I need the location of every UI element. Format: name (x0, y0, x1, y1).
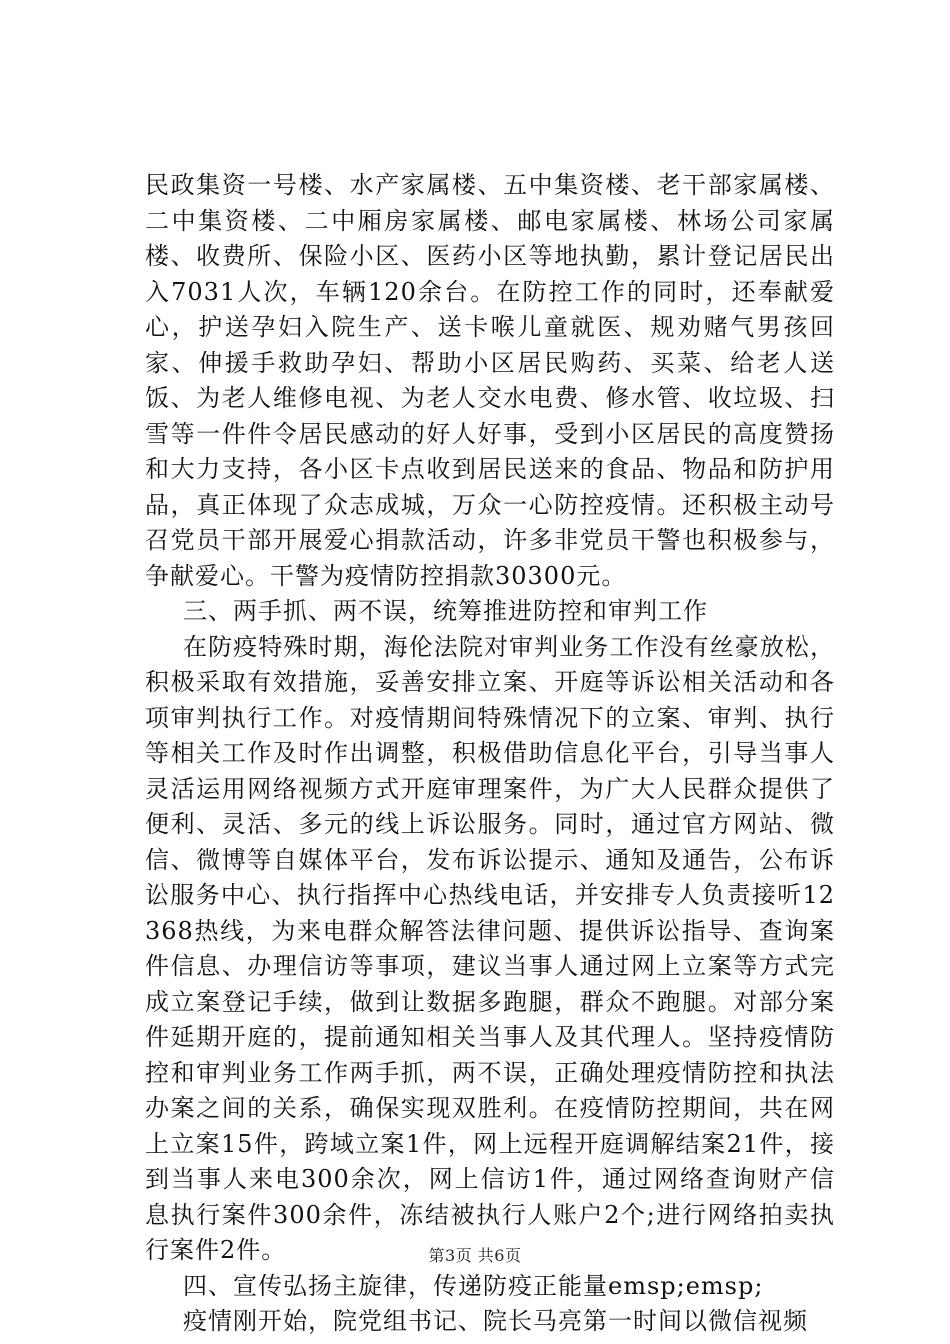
paragraph-publicity: 疫情刚开始，院党组书记、院长马亮第一时间以微信视频 (183, 1307, 808, 1335)
page-footer: 第3页 共6页 (428, 1246, 522, 1265)
paragraph-volunteer-duty: 民政集资一号楼、水产家属楼、五中集资楼、老干部家属楼、二中集资楼、二中厢房家属楼、邮电家属楼、林场公司家属楼、收费所、保险小区、医药小区等地执勤，累计登记居民出入7031人次，车辆120余台。在防控工作的同时，还奉献爱心，护送孕妇入院生产、送卡喉儿童就医、规劝赌气男孩回家、伸援手救助孕妇、帮助小区居民购药、买菜、给老人送饭、为老人维修电视、为老人交水电费、修水管、收垃圾、扫雪等一件件令居民感动的好人好事，受到小区居民的高度赞扬和大力支持，各小区卡点收到居民送来的食品、物品和防护用品，真正体现了众志成城，万众一心防控疫情。还积极主动号召党员干部开展爱心捐款活动，许多非党员干警也积极参与，争献爱心。干警为疫情防控捐款30300元。 (145, 171, 835, 590)
paragraph-trial-work: 在防疫特殊时期，海伦法院对审判业务工作没有丝豪放松，积极采取有效措施，妥善安排立案、开庭等诉讼相关活动和各项审判执行工作。对疫情期间特殊情况下的立案、审判、执行等相关工作及时作出调整，积极借助信息化平台，引导当事人灵活运用网络视频方式开庭审理案件，为广大人民群众提供了便利、灵活、多元的线上诉讼服务。同时，通过官方网站、微信、微博等自媒体平台，发布诉讼提示、通知及通告，公布诉讼服务中心、执行指挥中心热线电话，并安排专人负责接听12368热线，为来电群众解答法律问题、提供诉讼指导、查询案件信息、办理信访等事项，建议当事人通过网上立案等方式完成立案登记手续，做到让数据多跑腿，群众不跑腿。对部分案件延期开庭的，提前通知相关当事人及其代理人。坚持疫情防控和审判业务工作两手抓，两不误，正确处理疫情防控和执法办案之间的关系，确保实现双胜利。在疫情防控期间，共在网上立案15件，跨域立案1件，网上远程开庭调解结案21件，接到当事人来电300余次，网上信访1件，通过网络查询财产信息执行案件300余件，冻结被执行人账户2个;进行网络拍卖执行案件2件。 (145, 632, 835, 1264)
section-heading-four: 四、宣传弘扬主旋律，传递防疫正能量emsp;emsp; (183, 1271, 764, 1300)
document-body (145, 168, 835, 1340)
section-heading-three: 三、两手抓、两不误，统筹推进防控和审判工作 (183, 597, 708, 625)
